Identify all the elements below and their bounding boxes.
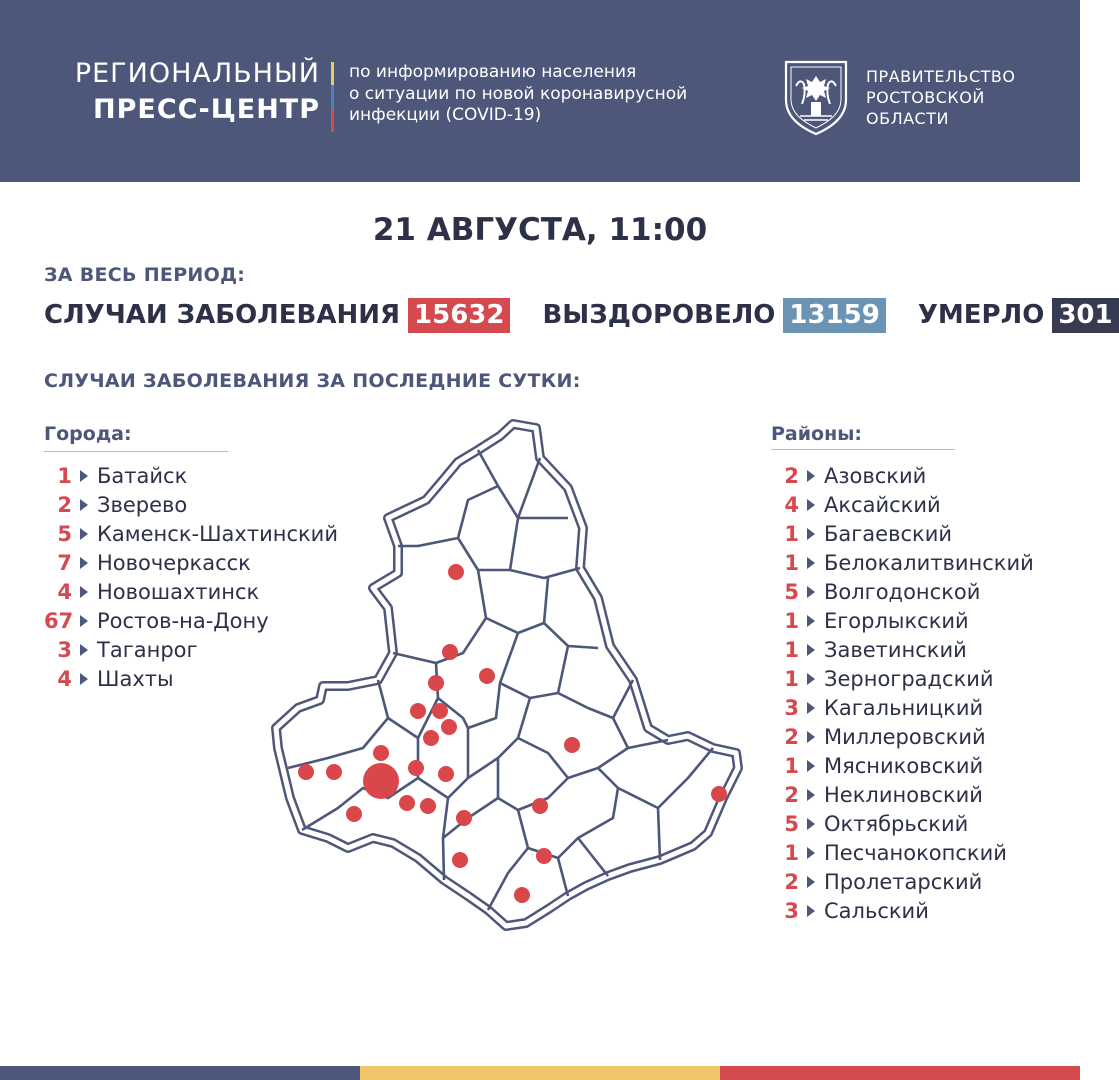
list-item: 2 Неклиновский xyxy=(784,782,983,807)
subtitle-line-2: о ситуации по новой коронавирусной xyxy=(349,83,688,104)
case-marker xyxy=(428,675,444,691)
title-line-1: РЕГИОНАЛЬНЫЙ xyxy=(74,58,320,89)
deaths-value: 301 xyxy=(1052,298,1118,333)
triangle-icon xyxy=(80,557,88,569)
triangle-icon xyxy=(807,731,815,743)
triangle-icon xyxy=(80,528,88,540)
triangle-icon xyxy=(807,905,815,917)
case-marker xyxy=(456,810,472,826)
title-line-2: ПРЕСС-ЦЕНТР xyxy=(93,94,320,125)
case-marker xyxy=(479,668,495,684)
triangle-icon xyxy=(80,673,88,685)
triangle-icon xyxy=(807,876,815,888)
cases-value: 15632 xyxy=(408,298,510,333)
list-item: 1 Мясниковский xyxy=(784,753,984,778)
triangle-icon xyxy=(807,760,815,772)
triangle-icon xyxy=(807,673,815,685)
list-item: 3 Таганрог xyxy=(57,637,198,662)
list-item: 2 Зверево xyxy=(57,492,188,517)
triangle-icon xyxy=(807,586,815,598)
case-marker xyxy=(298,764,314,780)
list-item: 2 Миллеровский xyxy=(784,724,986,749)
case-marker xyxy=(711,786,727,802)
triangle-icon xyxy=(80,470,88,482)
recovered-value: 13159 xyxy=(783,298,885,333)
tricolor-stripe xyxy=(331,62,334,132)
case-marker xyxy=(532,798,548,814)
case-marker xyxy=(346,806,362,822)
subtitle-line-3: инфекции (COVID-19) xyxy=(349,105,542,125)
case-marker xyxy=(536,848,552,864)
govt-line-2: РОСТОВСКОЙ xyxy=(866,88,985,107)
list-item: 4 Новошахтинск xyxy=(57,579,260,604)
case-marker xyxy=(438,766,454,782)
triangle-icon xyxy=(80,615,88,627)
triangle-icon xyxy=(807,499,815,511)
districts-divider xyxy=(771,449,955,450)
recovered-label: ВЫЗДОРОВЕЛО xyxy=(542,300,776,330)
coat-of-arms-icon xyxy=(780,56,852,136)
triangle-icon xyxy=(807,702,815,714)
case-marker xyxy=(410,703,426,719)
case-marker xyxy=(326,764,342,780)
cases-label: СЛУЧАИ ЗАБОЛЕВАНИЯ xyxy=(44,300,401,330)
list-item: 2 Азовский xyxy=(784,463,927,488)
districts-heading: Районы: xyxy=(771,423,863,445)
case-marker xyxy=(423,730,439,746)
triangle-icon xyxy=(807,470,815,482)
list-item: 1 Зерноградский xyxy=(784,666,994,691)
list-item: 5 Каменск-Шахтинский xyxy=(57,521,338,546)
daily-title: СЛУЧАИ ЗАБОЛЕВАНИЯ ЗА ПОСЛЕДНИЕ СУТКИ: xyxy=(44,370,581,392)
case-marker xyxy=(442,644,458,660)
list-item: 1 Заветинский xyxy=(784,637,967,662)
press-center-title xyxy=(75,60,320,123)
case-marker xyxy=(408,760,424,776)
list-item: 3 Сальский xyxy=(784,898,929,923)
district-borders xyxy=(288,450,713,910)
triangle-icon xyxy=(807,557,815,569)
triangle-icon xyxy=(807,847,815,859)
govt-line-1: ПРАВИТЕЛЬСТВО xyxy=(866,67,1016,86)
government-title xyxy=(866,66,1015,129)
triangle-icon xyxy=(80,499,88,511)
header-banner xyxy=(0,0,1080,182)
list-item: 2 Пролетарский xyxy=(784,869,983,894)
list-item: 1 Белокалитвинский xyxy=(784,550,1034,575)
list-item: 67 Ростов-на-Дону xyxy=(44,608,269,633)
list-item: 3 Кагальницкий xyxy=(784,695,984,720)
triangle-icon xyxy=(807,644,815,656)
totals-row xyxy=(44,296,1119,334)
triangle-icon xyxy=(807,818,815,830)
case-marker xyxy=(452,852,468,868)
list-item: 5 Волгодонской xyxy=(784,579,981,604)
case-marker xyxy=(399,795,415,811)
header-subtitle xyxy=(349,62,687,127)
districts-list xyxy=(771,461,1034,925)
report-date: 21 АВГУСТА, 11:00 xyxy=(372,212,708,248)
cities-divider xyxy=(44,451,228,452)
list-item: 5 Октябрьский xyxy=(784,811,969,836)
region-map xyxy=(268,418,758,938)
list-item: 1 Багаевский xyxy=(784,521,952,546)
list-item: 1 Егорлыкский xyxy=(784,608,969,633)
list-item: 7 Новочеркасск xyxy=(57,550,251,575)
cities-heading: Города: xyxy=(44,423,132,445)
case-marker xyxy=(420,798,436,814)
footer-stripe xyxy=(0,1066,1080,1080)
triangle-icon xyxy=(80,644,88,656)
case-marker-rostov xyxy=(363,763,399,799)
triangle-icon xyxy=(807,528,815,540)
list-item: 1 Батайск xyxy=(57,463,188,488)
case-marker xyxy=(441,719,457,735)
period-title: ЗА ВЕСЬ ПЕРИОД: xyxy=(44,264,246,286)
case-marker xyxy=(373,745,389,761)
triangle-icon xyxy=(80,586,88,598)
triangle-icon xyxy=(807,789,815,801)
case-marker xyxy=(564,737,580,753)
list-item: 4 Шахты xyxy=(57,666,174,691)
triangle-icon xyxy=(807,615,815,627)
case-marker xyxy=(514,887,530,903)
govt-line-3: ОБЛАСТИ xyxy=(866,109,949,128)
list-item: 1 Песчанокопский xyxy=(784,840,1007,865)
case-marker xyxy=(448,564,464,580)
list-item: 4 Аксайский xyxy=(784,492,941,517)
subtitle-line-1: по информированию населения xyxy=(349,62,637,82)
case-marker xyxy=(432,703,448,719)
deaths-label: УМЕРЛО xyxy=(917,300,1045,330)
